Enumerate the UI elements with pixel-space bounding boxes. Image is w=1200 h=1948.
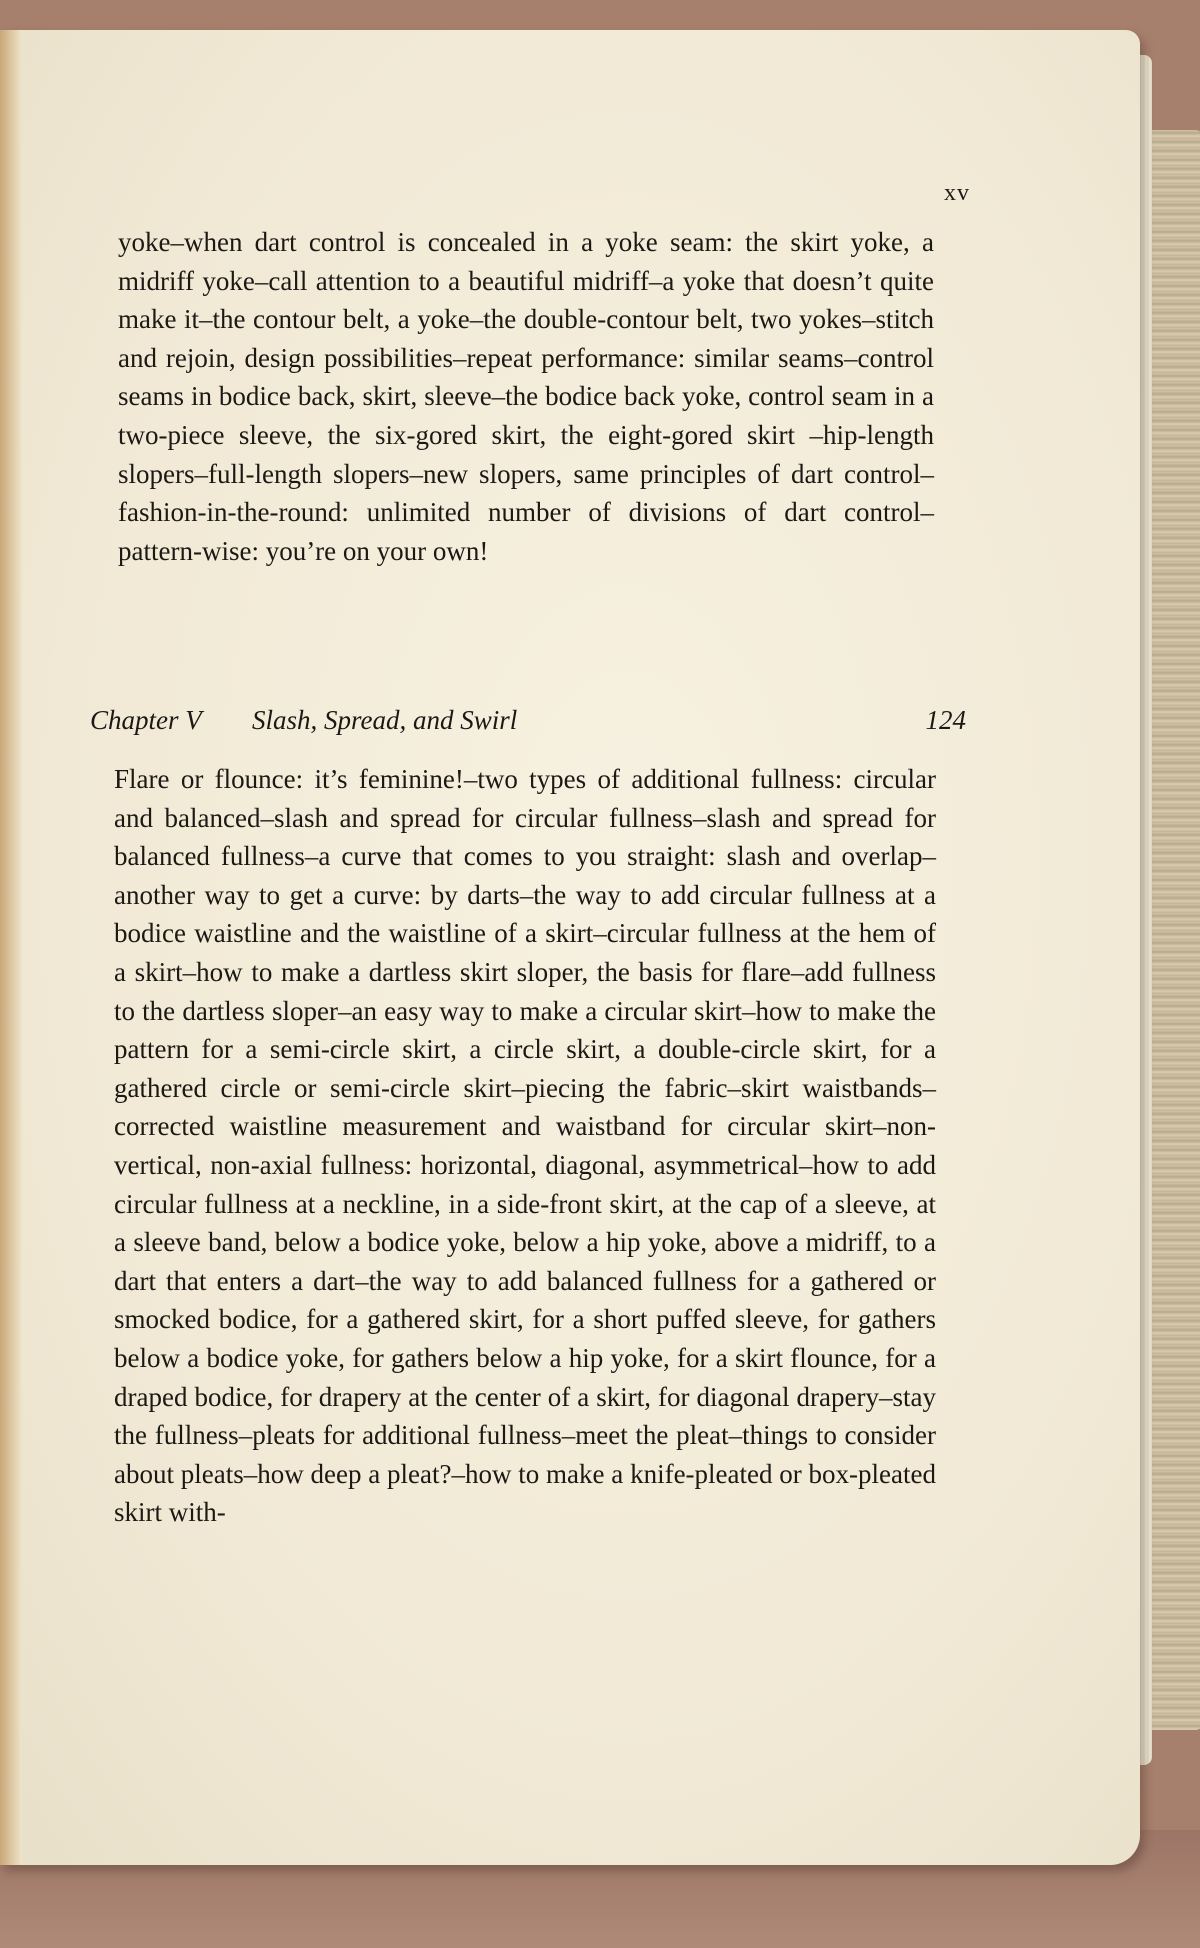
chapter-label: Chapter V bbox=[90, 705, 202, 735]
contents-paragraph-continued: yoke–when dart control is concealed in a yoke seam: the skirt yoke, a midriff yoke–call attention to a beautiful midriff–a yoke that doesn’t quite make it–the contour belt, a yoke–the double-contour belt, two yokes–stitch and rejoin, design possibilities–repeat performance: similar seams–control seams in bodice back, skirt, sleeve–the bodice back yoke, control seam in a two-piece sleeve, the six-gored skirt, the eight-gored skirt –hip-length slopers–full-length slopers–new slopers, same principles of dart control–fashion-in-the-round: unlimited number of divisions of dart control–pattern-wise: you’re on your own! bbox=[118, 227, 934, 566]
chapter-contents-paragraph: Flare or flounce: it’s feminine!–two types of additional fullness: circular and balanced–slash and spread for circular fullness–slash and spread for balanced fullness–a curve that comes to you straight: slash and overlap–another way to get a curve: by darts–the way to add circular fullness at a bodice waistline and the waistline of a skirt–circular fullness at the hem of a skirt–how to make a dartless skirt sloper, the basis for flare–add fullness to the dartless sloper–an easy way to make a circular skirt–how to make the pattern for a semi-circle skirt, a circle skirt, a double-circle skirt, for a gathered circle or semi-circle skirt–piecing the fabric–skirt waistbands–corrected waistline measurement and waistband for circular skirt–non-vertical, non-axial fullness: horizontal, diagonal, asymmetrical–how to add circular fullness at a neckline, in a side-front skirt, at the cap of a sleeve, at a sleeve band, below a bodice yoke, below a hip yoke, above a midriff, to a dart that enters a dart–the way to add balanced fullness for a gathered or smocked bodice, for a gathered skirt, for a short puffed sleeve, for gathers below a bodice yoke, for gathers below a hip yoke, for a skirt flounce, for a draped bodice, for drapery at the center of a skirt, for diagonal drapery–stay the fullness–pleats for additional fullness–meet the pleat–things to consider about pleats–how deep a pleat?–how to make a knife-pleated or box-pleated skirt with- bbox=[114, 764, 936, 1528]
chapter-heading bbox=[90, 705, 966, 745]
page-number: xv bbox=[944, 180, 970, 206]
page-gutter bbox=[0, 30, 22, 1865]
chapter-page-number: 124 bbox=[925, 705, 966, 735]
book-cover-edge bbox=[1148, 130, 1200, 1730]
chapter-title: Slash, Spread, and Swirl bbox=[252, 705, 518, 735]
